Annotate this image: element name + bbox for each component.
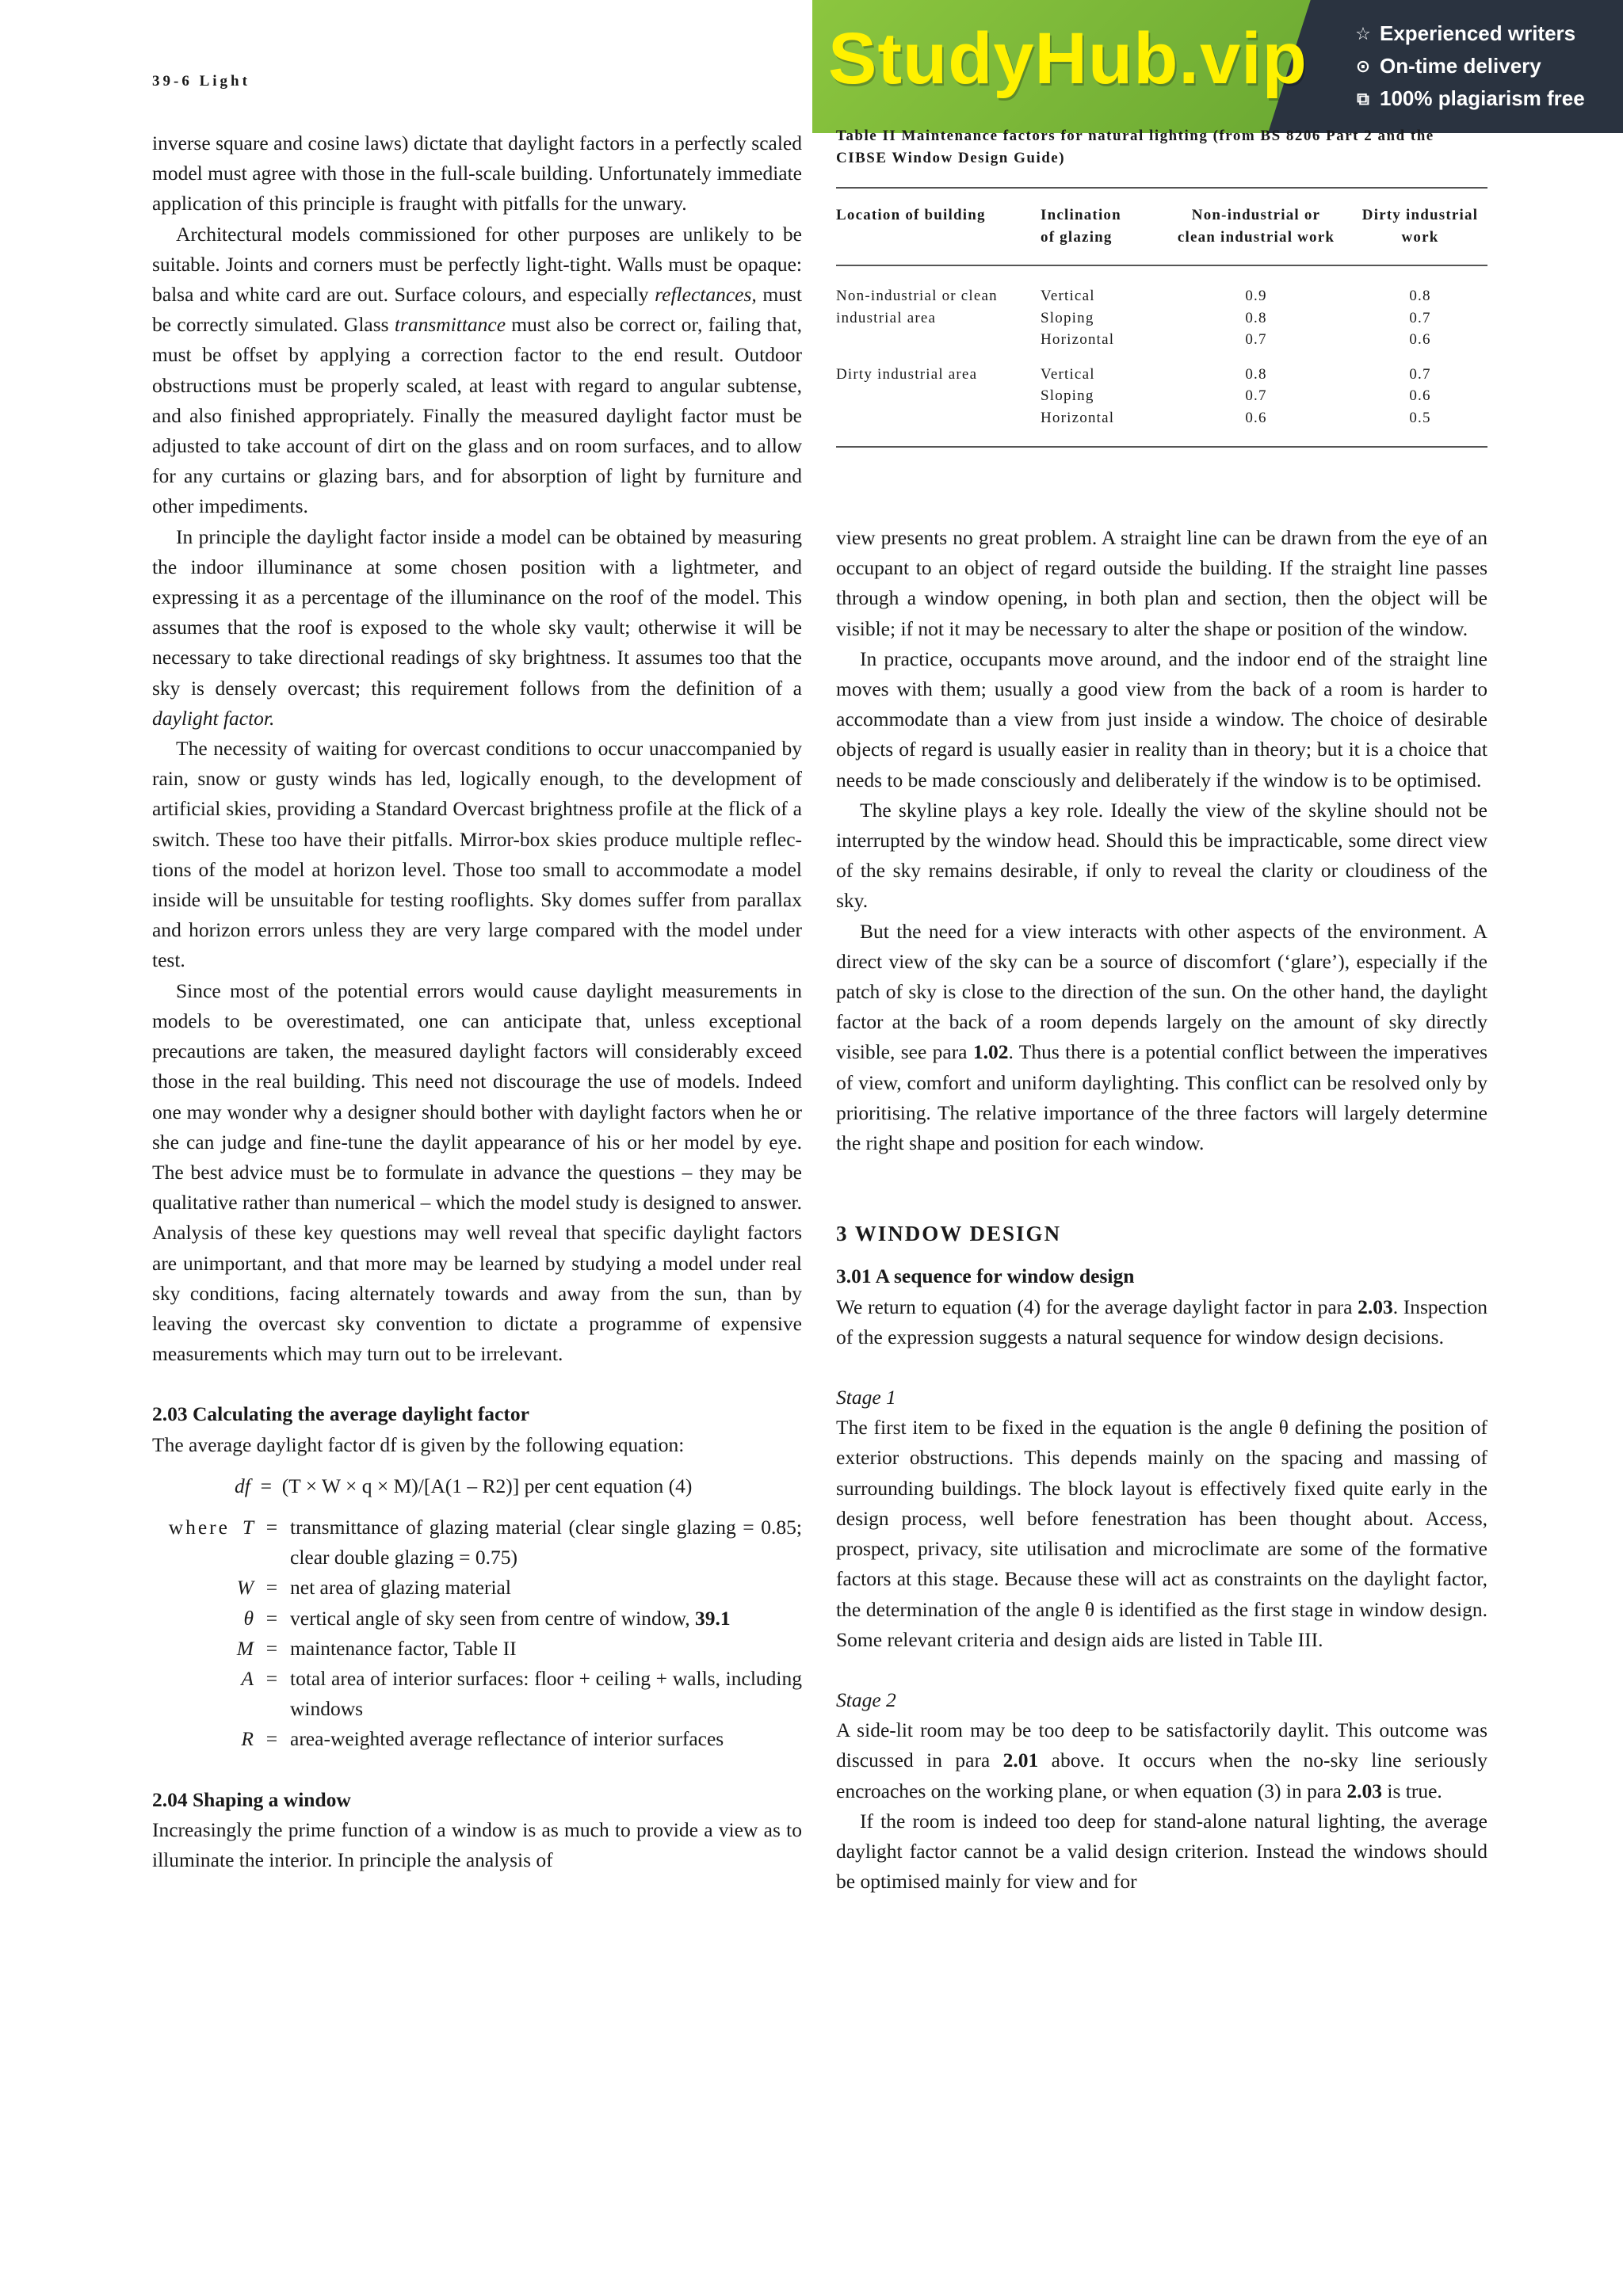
equation-4: df = (T × W × q × M)/[A(1 – R2)] per cent equation (4): [235, 1474, 693, 1497]
body-paragraph: The first item to be fixed in the equation is the angle θ defining the position of exterior obstructions. This depends mainly on the spacing and massing of surrounding buildings. The block layout is effectively fixed quite early in the design process, well before fenestration has been thought about. Access, prospect, privacy, site utilisation and microclimate are some of the formative factors at this stage. Because these will act as constraints on the daylight factor, the determination of the angle θ is identified as the first stage in window design. Some relevant criteria and design aids are listed in Table III.: [836, 1416, 1487, 1651]
maintenance-factor-table: [836, 125, 1487, 448]
table-row: Sloping 0.7 0.6: [1041, 387, 1431, 404]
ad-banner[interactable]: [812, 0, 1623, 133]
table-row: Dirty industrial area Vertical 0.8 0.7: [836, 365, 1431, 383]
body-paragraph: view presents no great problem. A straight line can be drawn from the eye of an occupant to an object of regard outside the building. If the straight line passes through a window opening, in both plan and section, then the object will be visible; if not it may be necessary to alter the shape or position of the window.: [836, 526, 1487, 640]
body-paragraph: The skyline plays a key role. Ideally the view of the skyline should not be interrupted by the window head. Should this be impracticable, some direct view of the sky remains desirable, if only to reveal the clarity or cloudiness of the sky.: [836, 798, 1487, 913]
body-paragraph: Increasingly the prime function of a window is as much to provide a view as to illuminate the interior. In principle the analysis of: [152, 1817, 802, 1871]
column-header-dirty: Dirty industrial work: [1361, 207, 1479, 246]
body-paragraph: Since most of the potential errors would cause daylight measurements in models to be overestimated, one can anticipate that, unless exceptional precautions are taken, the measured daylight factors will considerably exceed those in the real building. This need not discourage the use of models. Indeed one may wonder why a designer should bother with daylight factors when he or she can judge and fine-tune the daylit appearance of his or her model by eye. The best advice must be to formulate in advance the questions – they may be qualitative rather than numerical – which the model study is designed to answer. Analysis of these key questions may well reveal that specific daylight factors are unimportant, and that more may be learned by studying a model under real sky conditions, facing alternately towards and away from the sun, than by leaving the overcast sky convention to dictate a programme of expensive measurements which may turn out to be irrelevant.: [152, 978, 802, 1366]
perk-item: [1353, 17, 1585, 50]
column-header-location: Location of building: [836, 207, 986, 223]
column-header-inclination: Inclination of glazing: [1041, 207, 1121, 246]
definition-row: R = area-weighted average reflectance of interior surfaces: [241, 1727, 724, 1751]
perk-text: 100% plagiarism free: [1380, 86, 1585, 110]
body-paragraph: We return to equation (4) for the average daylight factor in para 2.03. Inspection of the expression suggests a natural sequence for window design decisions.: [836, 1295, 1487, 1348]
body-paragraph: A side-lit room may be too deep to be satisfactorily daylit. This outcome was discussed in para 2.01 above. It occurs when the no-sky line seriously encroaches on the working plane, or when equation (3) in para 2.03 is true.: [836, 1718, 1487, 1802]
column-header-clean: Non-industrial or clean industrial work: [1177, 207, 1335, 246]
definition-row: W = net area of glazing material: [236, 1576, 511, 1600]
table-header-row: [836, 189, 1487, 265]
definition-row: θ = vertical angle of sky seen from centre of window, 39.1: [243, 1606, 731, 1630]
perk-item: [1353, 82, 1585, 115]
perk-item: [1353, 50, 1585, 82]
table-row: Horizontal 0.7 0.6: [1041, 331, 1431, 348]
section-heading-3: 3 WINDOW DESIGN: [836, 1222, 1062, 1246]
clock-icon: ⊙: [1355, 56, 1371, 76]
brand-logo-text[interactable]: StudyHub.vip: [828, 18, 1308, 99]
definition-row: A = total area of interior surfaces: floor + ceiling + walls, including windows: [241, 1666, 802, 1721]
stage-2-label: Stage 2: [836, 1688, 896, 1711]
star-icon: ☆: [1355, 24, 1371, 44]
body-paragraph: The necessity of waiting for overcast conditions to occur unaccompanied by rain, snow or gusty winds has led, logically enough, to the development of artificial skies, providing a Standard Overcast brightness profile at the flick of a switch. These too have their pitfalls. Mirror-box skies produce multiple reflec-tions of the model at horizon level. Those too small to accommodate a model inside will be unsuitable for testing rooflights. Sky domes suffer from parallax and horizon errors unless they are very large compared with the model under test.: [152, 737, 802, 972]
body-paragraph: If the room is indeed too deep for stand-alone natural lighting, the average daylight factor cannot be a valid design criterion. Instead the windows should be optimised mainly for view and for: [836, 1809, 1487, 1894]
body-paragraph: Architectural models commissioned for other purposes are unlikely to be suitable. Joints and corners must be perfectly light-tight. Walls must be opaque: balsa and white card are out. Surface colours, and especially reflectances, must be correctly simulated. Glass transmittance must also be correct or, failing that, must be offset by applying a correction factor to the end result. Outdoor obstructions must be properly scaled, at least with regard to angular subtense, and also finished appropriately. Finally the measured daylight factor must be adjusted to take account of dirt on the glass and on room surfaces, and to allow for any curtains or glazing bars, and for absorption of light by furniture and other impediments.: [152, 222, 802, 518]
definition-row: where T = transmittance of glazing material (clear single glazing = 0.85; clear double glazing = 0.75): [168, 1515, 802, 1569]
table-row: Non-industrial or clean Vertical 0.9 0.8: [836, 288, 1431, 304]
body-paragraph: The average daylight factor df is given by the following equation:: [152, 1432, 685, 1456]
table-row: industrial area Sloping 0.8 0.7: [836, 309, 1431, 326]
right-column: [836, 523, 1487, 1897]
table-row: Horizontal 0.6 0.5: [1041, 409, 1431, 426]
perk-text: On-time delivery: [1380, 54, 1541, 78]
section-heading-2-04: 2.04 Shaping a window: [152, 1787, 351, 1811]
perk-text: Experienced writers: [1380, 21, 1576, 45]
table-caption: Table II Maintenance factors for natural lighting (from BS 8206 Part 2 and the CIBSE Window Design Guide): [836, 128, 1434, 166]
body-paragraph: In practice, occupants move around, and the indoor end of the straight line moves with them; usually a good view from the back of a room is harder to accommodate than a view from just inside a window. The choice of desirable objects of regard is usually easier in reality than in theory; but it is a choice that needs to be made consciously and deliberately if the window is to be optimised.: [836, 646, 1487, 791]
definition-row: M = maintenance factor, Table II: [236, 1636, 517, 1660]
table-bottom-rule: [836, 446, 1487, 448]
section-heading-2-03: 2.03 Calculating the average daylight factor: [152, 1402, 529, 1426]
page-header: 39-6 Light: [152, 73, 250, 90]
stage-1-label: Stage 1: [836, 1386, 896, 1409]
section-heading-3-01: 3.01 A sequence for window design: [836, 1264, 1135, 1288]
document-icon: ⧉: [1357, 89, 1369, 109]
equation-definitions: [152, 1512, 802, 1755]
body-paragraph: In principle the daylight factor inside a model can be obtained by measuring the indoor illuminance at some chosen position with a lightmeter, and expressing it as a percentage of the illuminance on the roof of the model. This assumes that the roof is exposed to the whole sky vault; otherwise it will be necessary to take directional readings of sky brightness. It assumes too that the sky is densely overcast; this requirement follows from the definition of a daylight factor.: [152, 524, 802, 730]
left-column: [152, 128, 802, 1875]
table-body: [836, 189, 1487, 446]
perks-list: [1353, 17, 1585, 115]
body-paragraph: But the need for a view interacts with other aspects of the environment. A direct view of the sky can be a source of discomfort (‘glare’), especially if the patch of sky is close to the direction of the sun. On the other hand, the daylight factor at the back of a room depends largely on the amount of sky directly visible, see para 1.02. Thus there is a potential conflict between the imperatives of view, comfort and uniform daylighting. This conflict can be resolved only by prioritising. The relative importance of the three factors will largely determine the right shape and position for each window.: [836, 919, 1487, 1155]
body-paragraph: inverse square and cosine laws) dictate that daylight factors in a perfectly scaled model must agree with those in the full-scale building. Unfortunately immediate application of this principle is fraught with pitfalls for the unwary.: [152, 132, 802, 215]
